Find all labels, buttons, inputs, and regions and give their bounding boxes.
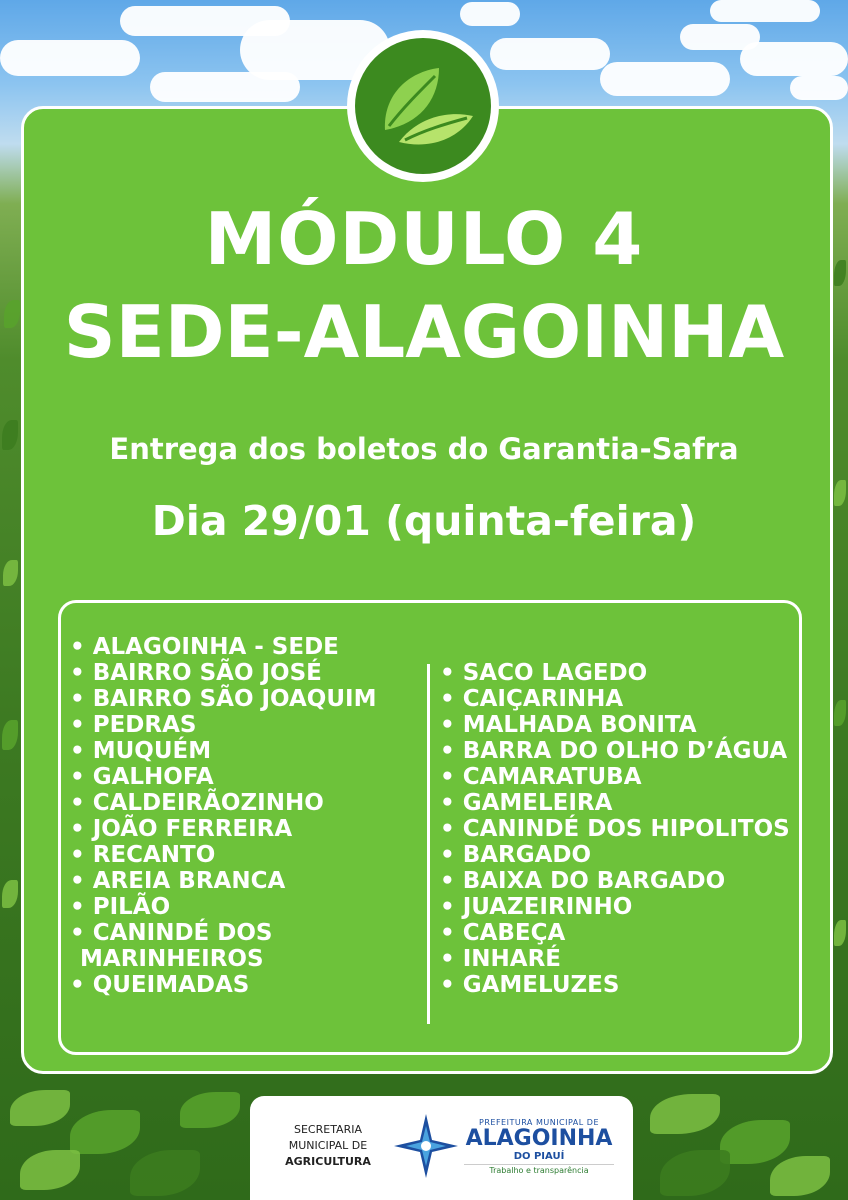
list-item: • CANINDÉ DOS bbox=[70, 920, 273, 946]
list-item: • CAMARATUBA bbox=[440, 764, 642, 790]
subtitle: Entrega dos boletos do Garantia-Safra bbox=[109, 432, 739, 466]
list-item: • BAIXA DO BARGADO bbox=[440, 868, 726, 894]
list-item: • GALHOFA bbox=[70, 764, 214, 790]
list-item: • ALAGOINHA - SEDE bbox=[70, 634, 339, 660]
list-item: MARINHEIROS bbox=[80, 946, 264, 972]
list-item: • SACO LAGEDO bbox=[440, 660, 648, 686]
leaf-logo bbox=[347, 30, 499, 182]
list-item: • CANINDÉ DOS HIPOLITOS bbox=[440, 816, 790, 842]
list-item: • AREIA BRANCA bbox=[70, 868, 286, 894]
column-divider bbox=[427, 664, 430, 1024]
secretaria-line-1: SECRETARIA bbox=[293, 1123, 362, 1136]
list-item: • PILÃO bbox=[70, 894, 171, 920]
prefeitura-line-4: Trabalho e transparência bbox=[464, 1164, 614, 1175]
footer-logos bbox=[250, 1096, 633, 1200]
list-item: • BARRA DO OLHO D’ÁGUA bbox=[440, 738, 788, 764]
list-item: • PEDRAS bbox=[70, 712, 197, 738]
list-item: • RECANTO bbox=[70, 842, 216, 868]
list-item: • MUQUÉM bbox=[70, 738, 212, 764]
leaf-icon bbox=[355, 38, 491, 174]
list-item: • GAMELUZES bbox=[440, 972, 620, 998]
secretaria-label bbox=[278, 1122, 378, 1170]
list-item: • GAMELEIRA bbox=[440, 790, 613, 816]
list-item: • BARGADO bbox=[440, 842, 592, 868]
prefeitura-line-2: ALAGOINHA bbox=[465, 1126, 613, 1151]
prefeitura-line-1: PREFEITURA MUNICIPAL DE bbox=[479, 1118, 599, 1127]
secretaria-line-2: MUNICIPAL DE bbox=[288, 1139, 368, 1152]
list-item: • CALDEIRÃOZINHO bbox=[70, 790, 324, 816]
star-compass-icon bbox=[392, 1112, 460, 1180]
list-item: • JOÃO FERREIRA bbox=[70, 816, 293, 842]
left-location-list bbox=[70, 634, 420, 998]
title-line-1: MÓDULO 4 bbox=[204, 197, 644, 281]
list-item: • CAIÇARINHA bbox=[440, 686, 624, 712]
list-item: • JUAZEIRINHO bbox=[440, 894, 633, 920]
list-item: • QUEIMADAS bbox=[70, 972, 250, 998]
secretaria-line-3: AGRICULTURA bbox=[285, 1155, 371, 1168]
title-line-2: SEDE-ALAGOINHA bbox=[63, 290, 785, 374]
list-item: • BAIRRO SÃO JOSÉ bbox=[70, 660, 322, 686]
delivery-date: Dia 29/01 (quinta-feira) bbox=[151, 497, 697, 545]
list-item: • BAIRRO SÃO JOAQUIM bbox=[70, 686, 377, 712]
prefeitura-line-3: DO PIAUÍ bbox=[513, 1151, 565, 1162]
list-item: • MALHADA BONITA bbox=[440, 712, 697, 738]
prefeitura-logo-text bbox=[464, 1118, 614, 1175]
right-location-list bbox=[440, 660, 800, 998]
list-item: • CABEÇA bbox=[440, 920, 566, 946]
list-item: • INHARÉ bbox=[440, 946, 561, 972]
